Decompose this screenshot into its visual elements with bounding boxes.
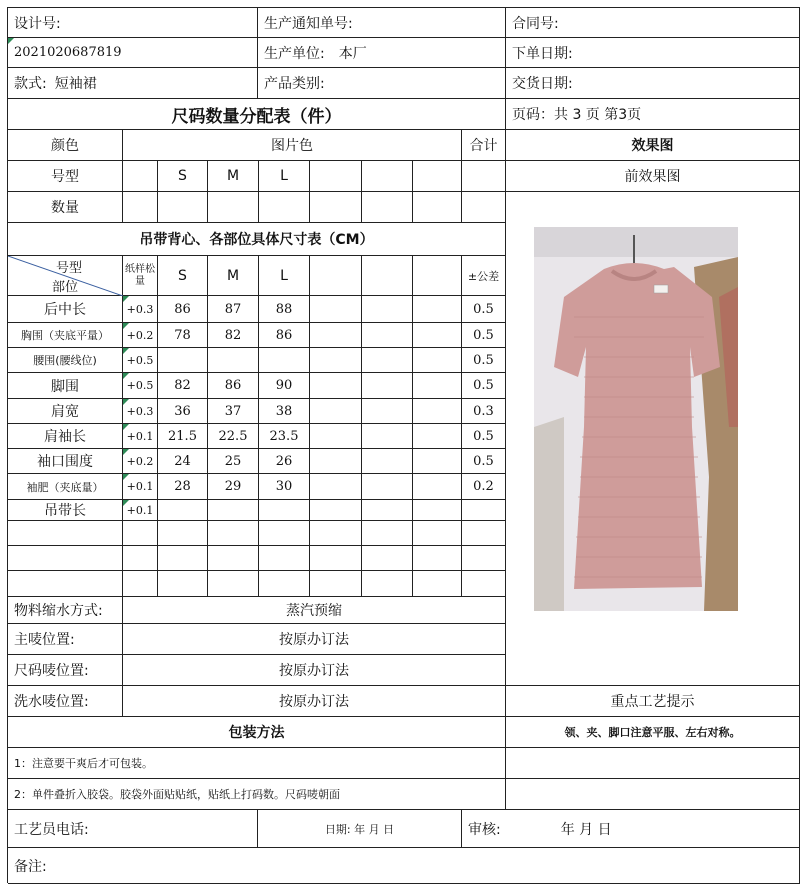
ease-value: +0.1 bbox=[123, 500, 158, 521]
key-tech-value: 领、夹、脚口注意平服、左右对称。 bbox=[506, 717, 800, 748]
ease-value: +0.3 bbox=[123, 296, 158, 323]
measure-value: 82 bbox=[158, 373, 208, 399]
empty-cell bbox=[208, 571, 259, 597]
size-label-position: 尺码唛位置: bbox=[8, 655, 123, 686]
empty-cell bbox=[413, 546, 462, 571]
measure-value bbox=[362, 449, 413, 474]
style-label: 款式: bbox=[14, 76, 47, 92]
measure-cell bbox=[362, 256, 413, 296]
empty-cell bbox=[413, 571, 462, 597]
tolerance-value: 0.3 bbox=[462, 399, 506, 424]
empty-cell bbox=[413, 521, 462, 546]
part-name: 后中长 bbox=[8, 296, 123, 323]
diag-top-label: 号型 bbox=[56, 261, 83, 276]
measure-value: 38 bbox=[259, 399, 310, 424]
style-value: 短袖裙 bbox=[54, 76, 97, 92]
qty-cell bbox=[462, 192, 506, 223]
measure-value bbox=[208, 348, 259, 373]
cell-marker-icon bbox=[123, 474, 129, 480]
measure-value bbox=[413, 449, 462, 474]
tolerance-value: 0.5 bbox=[462, 373, 506, 399]
empty-cell bbox=[158, 571, 208, 597]
tolerance-value: 0.5 bbox=[462, 424, 506, 449]
measure-cell bbox=[413, 256, 462, 296]
tolerance-value: 0.5 bbox=[462, 348, 506, 373]
empty-cell bbox=[362, 571, 413, 597]
measure-value: 25 bbox=[208, 449, 259, 474]
measure-value bbox=[208, 500, 259, 521]
measure-value bbox=[158, 500, 208, 521]
packing-title: 包装方法 bbox=[8, 717, 506, 748]
measure-size-header: L bbox=[259, 256, 310, 296]
size-cell bbox=[123, 161, 158, 192]
measure-value: 86 bbox=[208, 373, 259, 399]
empty-cell bbox=[310, 546, 362, 571]
total-label: 合计 bbox=[462, 130, 506, 161]
diag-bottom-label: 部位 bbox=[52, 280, 79, 295]
notice-no-label: 生产通知单号: bbox=[258, 8, 506, 38]
cell-marker-icon bbox=[123, 323, 129, 329]
measure-value: 87 bbox=[208, 296, 259, 323]
measure-value: 36 bbox=[158, 399, 208, 424]
empty-cell bbox=[8, 571, 123, 597]
packing-line-2: 2：单件叠折入胶袋。胶袋外面贴贴纸，贴纸上打码数。尺码唛朝面 bbox=[8, 779, 506, 810]
part-name: 胸围（夹底平量） bbox=[8, 323, 123, 348]
empty-cell bbox=[310, 571, 362, 597]
measure-value bbox=[362, 348, 413, 373]
tolerance-value: 0.5 bbox=[462, 296, 506, 323]
review-field bbox=[462, 810, 800, 848]
wash-label-position: 洗水唛位置: bbox=[8, 686, 123, 717]
design-no-value: 2021020687819 bbox=[8, 38, 258, 68]
size-cell bbox=[462, 161, 506, 192]
front-effect-label: 前效果图 bbox=[506, 161, 800, 192]
measure-value: 90 bbox=[259, 373, 310, 399]
packing-line-1: 1：注意要干爽后才可包装。 bbox=[8, 748, 506, 779]
empty-cell bbox=[123, 521, 158, 546]
size-header: L bbox=[259, 161, 310, 192]
size-cell bbox=[413, 161, 462, 192]
ease-value: +0.2 bbox=[123, 323, 158, 348]
empty-cell bbox=[259, 521, 310, 546]
measure-value: 37 bbox=[208, 399, 259, 424]
empty-cell bbox=[506, 748, 800, 779]
measure-value bbox=[413, 424, 462, 449]
size-cell bbox=[310, 161, 362, 192]
measure-value bbox=[362, 373, 413, 399]
measure-value: 21.5 bbox=[158, 424, 208, 449]
measure-value: 86 bbox=[158, 296, 208, 323]
measure-size-header: M bbox=[208, 256, 259, 296]
measure-value: 23.5 bbox=[259, 424, 310, 449]
key-tech-title: 重点工艺提示 bbox=[506, 686, 800, 717]
measure-value bbox=[413, 296, 462, 323]
contract-label: 合同号: bbox=[506, 8, 800, 38]
ease-header: 纸样松量 bbox=[123, 256, 158, 296]
review-label: 审核: bbox=[468, 821, 501, 838]
measure-value bbox=[362, 424, 413, 449]
shrink-label: 物料缩水方式: bbox=[8, 597, 123, 624]
cell-marker-icon bbox=[123, 399, 129, 405]
tolerance-value: 0.5 bbox=[462, 449, 506, 474]
part-name: 腰围(腰线位) bbox=[8, 348, 123, 373]
tolerance-header: ±公差 bbox=[462, 256, 506, 296]
measure-value bbox=[310, 373, 362, 399]
measure-value bbox=[413, 399, 462, 424]
part-name: 肩袖长 bbox=[8, 424, 123, 449]
part-name: 袖肥（夹底量） bbox=[8, 474, 123, 500]
size-label: 号型 bbox=[8, 161, 123, 192]
tolerance-value: 0.5 bbox=[462, 323, 506, 348]
color-label: 颜色 bbox=[8, 130, 123, 161]
effect-title: 效果图 bbox=[506, 130, 800, 161]
cell-marker-icon bbox=[123, 296, 129, 302]
measure-value bbox=[310, 500, 362, 521]
wash-label-value: 按原办订法 bbox=[123, 686, 506, 717]
measure-value bbox=[413, 348, 462, 373]
measure-value bbox=[310, 296, 362, 323]
qty-cell bbox=[413, 192, 462, 223]
measure-value bbox=[413, 323, 462, 348]
order-date-label: 下单日期: bbox=[506, 38, 800, 68]
empty-cell bbox=[462, 521, 506, 546]
shrink-value: 蒸汽预缩 bbox=[123, 597, 506, 624]
style-field bbox=[8, 68, 258, 99]
measure-table-title: 吊带背心、各部位具体尺寸表（CM） bbox=[8, 223, 506, 256]
ease-value: +0.5 bbox=[123, 348, 158, 373]
empty-cell bbox=[462, 571, 506, 597]
qty-label: 数量 bbox=[8, 192, 123, 223]
category-label: 产品类别: bbox=[258, 68, 506, 99]
measure-value bbox=[413, 500, 462, 521]
empty-cell bbox=[362, 546, 413, 571]
cell-marker-icon bbox=[123, 348, 129, 354]
unit-label: 生产单位: bbox=[264, 45, 325, 62]
main-label-value: 按原办订法 bbox=[123, 624, 506, 655]
main-label-position: 主唛位置: bbox=[8, 624, 123, 655]
cell-marker-icon bbox=[123, 424, 129, 430]
qty-cell bbox=[123, 192, 158, 223]
cell-marker-icon bbox=[8, 38, 14, 44]
delivery-date-label: 交货日期: bbox=[506, 68, 800, 99]
measure-value bbox=[413, 474, 462, 500]
qty-cell bbox=[158, 192, 208, 223]
measure-value bbox=[362, 296, 413, 323]
measure-value: 30 bbox=[259, 474, 310, 500]
cell-marker-icon bbox=[123, 449, 129, 455]
measure-value: 29 bbox=[208, 474, 259, 500]
tolerance-value: 0.2 bbox=[462, 474, 506, 500]
measure-size-header: S bbox=[158, 256, 208, 296]
empty-cell bbox=[158, 546, 208, 571]
measure-value: 28 bbox=[158, 474, 208, 500]
empty-cell bbox=[259, 571, 310, 597]
qty-cell bbox=[310, 192, 362, 223]
tech-phone-label: 工艺员电话: bbox=[8, 810, 258, 848]
color-value: 图片色 bbox=[123, 130, 462, 161]
measure-value bbox=[310, 348, 362, 373]
measure-value bbox=[362, 474, 413, 500]
measure-value bbox=[310, 399, 362, 424]
cell-marker-icon bbox=[123, 500, 129, 506]
tolerance-value bbox=[462, 500, 506, 521]
ease-value: +0.2 bbox=[123, 449, 158, 474]
measure-value: 88 bbox=[259, 296, 310, 323]
remarks-label: 备注: bbox=[8, 848, 800, 884]
measure-value bbox=[158, 348, 208, 373]
measure-value bbox=[310, 449, 362, 474]
qty-cell bbox=[208, 192, 259, 223]
measure-value: 22.5 bbox=[208, 424, 259, 449]
part-name: 肩宽 bbox=[8, 399, 123, 424]
measure-value bbox=[259, 500, 310, 521]
empty-cell bbox=[462, 546, 506, 571]
measure-value: 82 bbox=[208, 323, 259, 348]
review-date: 年 月 日 bbox=[560, 821, 612, 838]
size-header: S bbox=[158, 161, 208, 192]
measure-value bbox=[413, 373, 462, 399]
empty-cell bbox=[123, 546, 158, 571]
empty-cell bbox=[310, 521, 362, 546]
empty-cell bbox=[208, 521, 259, 546]
measure-value bbox=[310, 424, 362, 449]
ease-value: +0.5 bbox=[123, 373, 158, 399]
ease-value: +0.1 bbox=[123, 424, 158, 449]
size-label-value: 按原办订法 bbox=[123, 655, 506, 686]
measure-value: 78 bbox=[158, 323, 208, 348]
qty-table-title: 尺码数量分配表（件） bbox=[8, 99, 506, 130]
ease-value: +0.1 bbox=[123, 474, 158, 500]
measure-value: 24 bbox=[158, 449, 208, 474]
measure-value bbox=[310, 323, 362, 348]
measure-value bbox=[362, 399, 413, 424]
design-no-label: 设计号: bbox=[8, 8, 258, 38]
part-name: 脚围 bbox=[8, 373, 123, 399]
qty-cell bbox=[259, 192, 310, 223]
empty-cell bbox=[259, 546, 310, 571]
measure-value bbox=[259, 348, 310, 373]
measure-value bbox=[310, 474, 362, 500]
empty-cell bbox=[362, 521, 413, 546]
unit-value: 本厂 bbox=[338, 45, 367, 62]
size-header: M bbox=[208, 161, 259, 192]
measure-cell bbox=[310, 256, 362, 296]
empty-cell bbox=[8, 521, 123, 546]
empty-cell bbox=[158, 521, 208, 546]
dress-photo bbox=[534, 227, 738, 611]
size-cell bbox=[362, 161, 413, 192]
page-number: 页码：共 3 页 第3页 bbox=[506, 99, 800, 130]
measure-value bbox=[362, 500, 413, 521]
production-unit bbox=[258, 38, 506, 68]
part-name: 袖口围度 bbox=[8, 449, 123, 474]
empty-cell bbox=[123, 571, 158, 597]
qty-cell bbox=[362, 192, 413, 223]
measure-value bbox=[362, 323, 413, 348]
empty-cell bbox=[506, 779, 800, 810]
cell-marker-icon bbox=[123, 373, 129, 379]
empty-cell bbox=[208, 546, 259, 571]
ease-value: +0.3 bbox=[123, 399, 158, 424]
empty-cell bbox=[8, 546, 123, 571]
date-field: 日期: 年 月 日 bbox=[258, 810, 462, 848]
measure-value: 26 bbox=[259, 449, 310, 474]
part-name: 吊带长 bbox=[8, 500, 123, 521]
measure-value: 86 bbox=[259, 323, 310, 348]
